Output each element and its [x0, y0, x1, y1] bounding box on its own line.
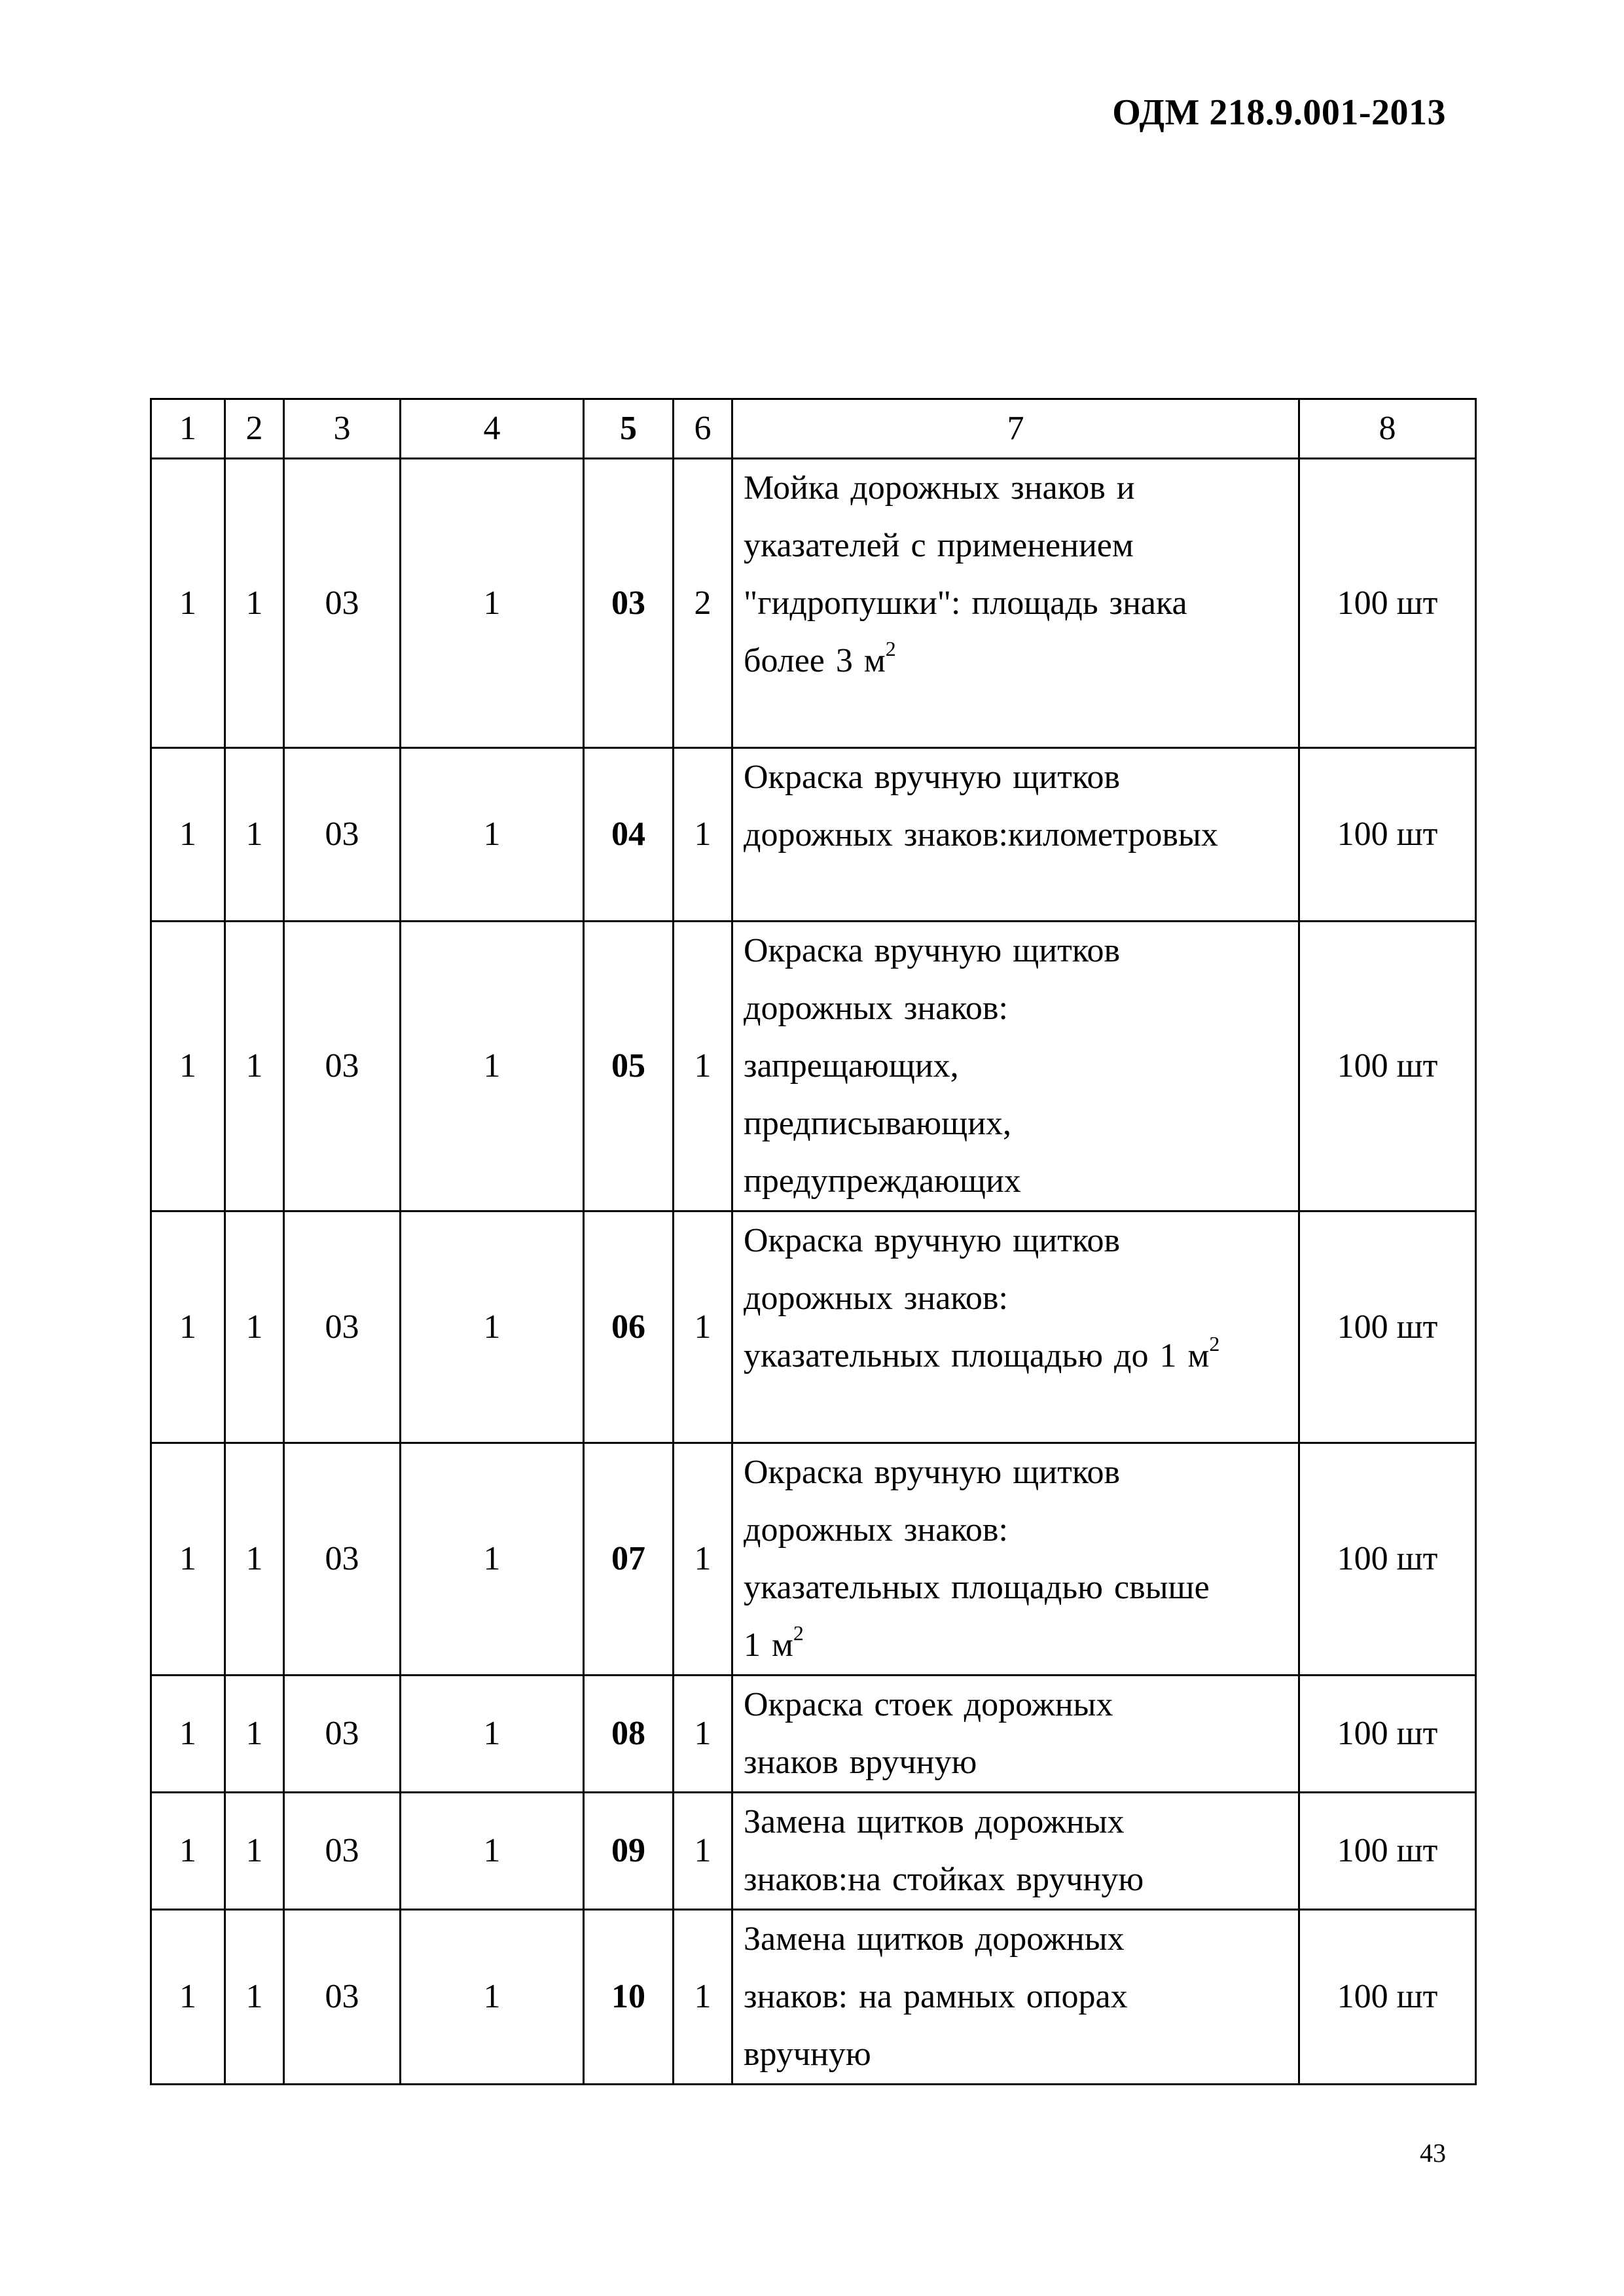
cell-col2: 1	[225, 1793, 284, 1910]
cell-description	[732, 1793, 1299, 1910]
description-line	[744, 922, 1289, 980]
cell-col2: 1	[225, 1211, 284, 1443]
table-row	[151, 1793, 1476, 1910]
cell-unit: 100 шт	[1299, 1793, 1476, 1910]
cell-col2: 1	[225, 1443, 284, 1676]
description-line	[744, 1444, 1289, 1501]
description-line	[744, 1910, 1289, 1968]
description-line	[744, 1327, 1289, 1385]
cell-col2: 1	[225, 1910, 284, 2085]
description-text: 1 м	[744, 1626, 793, 1664]
cell-col5: 07	[584, 1443, 674, 1676]
cell-col6: 1	[674, 922, 732, 1211]
cell-col6: 1	[674, 1443, 732, 1676]
cell-unit: 100 шт	[1299, 459, 1476, 748]
description-text: Мойка дорожных знаков и	[744, 469, 1135, 507]
table-row	[151, 1676, 1476, 1793]
description-line	[744, 1676, 1289, 1734]
description-text: вручную	[744, 2036, 871, 2073]
cell-col2: 1	[225, 748, 284, 922]
cell-col3: 03	[284, 1211, 401, 1443]
description-text: дорожных знаков:	[744, 990, 1008, 1027]
description-text: знаков вручную	[744, 1744, 977, 1781]
cell-col2: 1	[225, 922, 284, 1211]
cell-unit: 100 шт	[1299, 922, 1476, 1211]
description-text: Окраска стоек дорожных	[744, 1686, 1113, 1723]
description-line	[744, 1734, 1289, 1791]
column-header: 5	[584, 399, 674, 459]
description-line	[744, 1617, 1289, 1674]
cell-description	[732, 748, 1299, 922]
description-line	[744, 1037, 1289, 1095]
cell-col1: 1	[151, 1676, 225, 1793]
cell-col4: 1	[401, 1676, 584, 1793]
superscript-exponent: 2	[1209, 1332, 1220, 1355]
cell-col1: 1	[151, 748, 225, 922]
column-header: 1	[151, 399, 225, 459]
column-header: 6	[674, 399, 732, 459]
cell-col5: 05	[584, 922, 674, 1211]
cell-unit: 100 шт	[1299, 1211, 1476, 1443]
description-line	[744, 575, 1289, 632]
column-header: 4	[401, 399, 584, 459]
description-line	[744, 1851, 1289, 1909]
cell-description	[732, 922, 1299, 1211]
description-line	[744, 749, 1289, 806]
superscript-exponent: 2	[885, 637, 896, 660]
document-code: ОДМ 218.9.001-2013	[1112, 92, 1446, 133]
description-text: предупреждающих	[744, 1162, 1021, 1200]
cell-col6: 1	[674, 1793, 732, 1910]
cell-col4: 1	[401, 1793, 584, 1910]
cell-col4: 1	[401, 1910, 584, 2085]
description-text: Окраска вручную щитков	[744, 759, 1120, 796]
cell-col2: 1	[225, 459, 284, 748]
cell-unit: 100 шт	[1299, 748, 1476, 922]
cell-unit: 100 шт	[1299, 1676, 1476, 1793]
superscript-exponent: 2	[793, 1621, 804, 1645]
column-header: 8	[1299, 399, 1476, 459]
description-text: "гидропушки": площадь знака	[744, 584, 1187, 622]
cell-col1: 1	[151, 1793, 225, 1910]
description-line	[744, 1559, 1289, 1617]
cell-col6: 1	[674, 1211, 732, 1443]
cell-col1: 1	[151, 459, 225, 748]
cell-description	[732, 459, 1299, 748]
cell-unit: 100 шт	[1299, 1443, 1476, 1676]
page-number: 43	[1420, 2138, 1446, 2168]
cell-col1: 1	[151, 922, 225, 1211]
column-header: 7	[732, 399, 1299, 459]
cell-col2: 1	[225, 1676, 284, 1793]
cell-col3: 03	[284, 1910, 401, 2085]
cell-col1: 1	[151, 1910, 225, 2085]
cell-description	[732, 1443, 1299, 1676]
cell-col4: 1	[401, 459, 584, 748]
description-text: Окраска вручную щитков	[744, 932, 1120, 969]
description-text: запрещающих,	[744, 1047, 959, 1085]
cell-description	[732, 1910, 1299, 2085]
cell-col6: 1	[674, 748, 732, 922]
description-line	[744, 459, 1289, 517]
description-line	[744, 1270, 1289, 1327]
cell-col5: 08	[584, 1676, 674, 1793]
description-line	[744, 1212, 1289, 1270]
cell-col6: 2	[674, 459, 732, 748]
table-row	[151, 1443, 1476, 1676]
cell-col1: 1	[151, 1211, 225, 1443]
table-row	[151, 1910, 1476, 2085]
cell-col3: 03	[284, 922, 401, 1211]
description-text: знаков:на стойках вручную	[744, 1861, 1144, 1898]
description-text: более 3 м	[744, 642, 886, 679]
description-line	[744, 1968, 1289, 2026]
description-text: знаков: на рамных опорах	[744, 1978, 1128, 2015]
cell-description	[732, 1211, 1299, 1443]
description-line	[744, 2026, 1289, 2083]
cell-col5: 10	[584, 1910, 674, 2085]
cell-col4: 1	[401, 1443, 584, 1676]
description-line	[744, 806, 1289, 864]
description-line	[744, 632, 1289, 690]
description-text: Окраска вручную щитков	[744, 1222, 1120, 1259]
description-line	[744, 1793, 1289, 1851]
description-text: Окраска вручную щитков	[744, 1454, 1120, 1491]
description-text: предписывающих,	[744, 1105, 1012, 1142]
description-line	[744, 980, 1289, 1037]
column-header: 3	[284, 399, 401, 459]
cell-col3: 03	[284, 748, 401, 922]
description-text: дорожных знаков:километровых	[744, 816, 1218, 853]
table-header-row	[151, 399, 1476, 459]
cell-col4: 1	[401, 748, 584, 922]
description-line	[744, 1501, 1289, 1559]
description-line	[744, 1095, 1289, 1153]
description-text: дорожных знаков:	[744, 1280, 1008, 1317]
table-row	[151, 748, 1476, 922]
cell-col3: 03	[284, 1443, 401, 1676]
cell-col1: 1	[151, 1443, 225, 1676]
description-text: Замена щитков дорожных	[744, 1920, 1125, 1958]
table-row	[151, 459, 1476, 748]
cell-col5: 09	[584, 1793, 674, 1910]
cell-unit: 100 шт	[1299, 1910, 1476, 2085]
description-text: указателей с применением	[744, 527, 1134, 564]
cell-col5: 03	[584, 459, 674, 748]
description-text: Замена щитков дорожных	[744, 1803, 1125, 1840]
cell-col3: 03	[284, 459, 401, 748]
works-table	[150, 398, 1477, 2085]
cell-col6: 1	[674, 1676, 732, 1793]
description-text: дорожных знаков:	[744, 1511, 1008, 1549]
cell-col5: 04	[584, 748, 674, 922]
cell-col4: 1	[401, 1211, 584, 1443]
column-header: 2	[225, 399, 284, 459]
cell-col5: 06	[584, 1211, 674, 1443]
cell-col3: 03	[284, 1676, 401, 1793]
cell-col3: 03	[284, 1793, 401, 1910]
description-line	[744, 517, 1289, 575]
description-text: указательных площадью до 1 м	[744, 1337, 1210, 1374]
works-table-container	[150, 398, 1475, 2085]
description-line	[744, 1153, 1289, 1210]
cell-col6: 1	[674, 1910, 732, 2085]
cell-description	[732, 1676, 1299, 1793]
description-text: указательных площадью свыше	[744, 1569, 1210, 1606]
table-row	[151, 922, 1476, 1211]
cell-col4: 1	[401, 922, 584, 1211]
table-row	[151, 1211, 1476, 1443]
